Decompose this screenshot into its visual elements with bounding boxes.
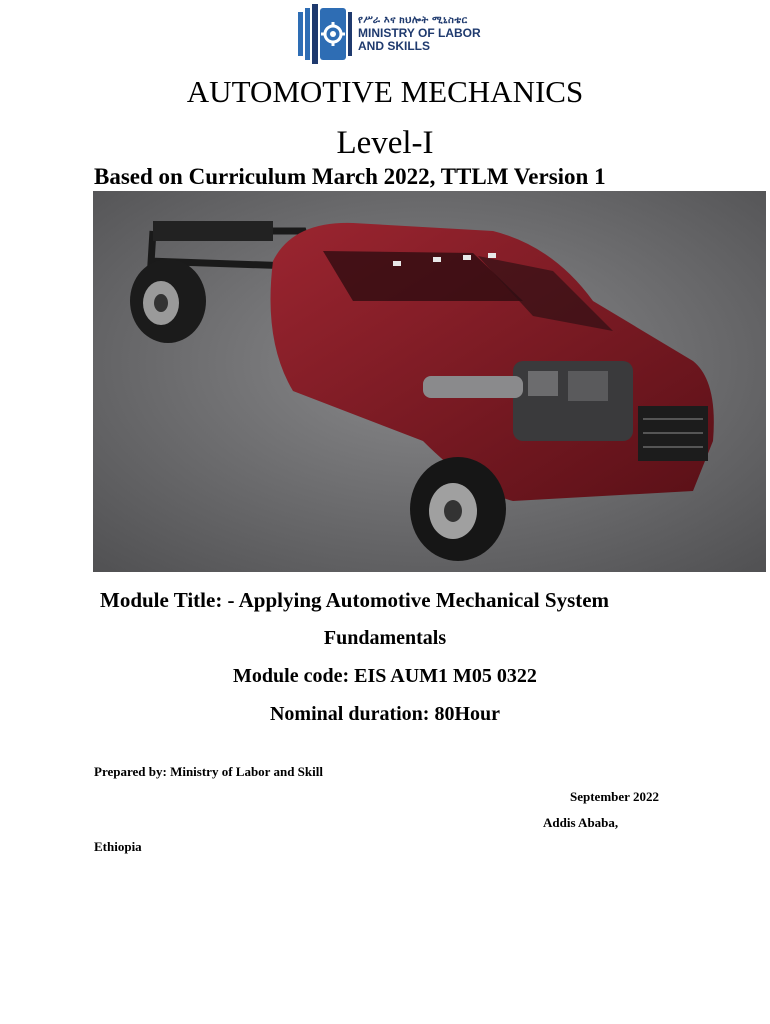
curriculum-subtitle: Based on Curriculum March 2022, TTLM Version 1	[94, 164, 606, 189]
ministry-logo-mark	[296, 2, 354, 64]
publication-country: Ethiopia	[94, 839, 142, 854]
nominal-duration: Nominal duration: 80Hour	[269, 703, 501, 725]
module-code: Module code: EIS AUM1 M05 0322	[233, 665, 537, 687]
logo-amharic-name: የሥራ እና ክህሎት ሚኒስቴር	[358, 15, 468, 26]
ministry-logo-text	[358, 14, 481, 53]
module-title-line1: Module Title: - Applying Automotive Mechanical System	[100, 588, 610, 612]
logo-english-line2: AND SKILLS	[358, 39, 430, 53]
module-title-line2: Fundamentals	[323, 627, 447, 649]
prepared-by: Prepared by: Ministry of Labor and Skill	[94, 764, 323, 779]
front-wheel	[410, 457, 506, 561]
publication-city: Addis Ababa,	[543, 815, 619, 830]
level-heading: Level-I	[336, 125, 434, 161]
truck-illustration	[93, 191, 766, 572]
logo-english-line1: MINISTRY OF LABOR	[358, 26, 481, 40]
truck-cutaway-image	[93, 191, 766, 572]
document-title: AUTOMOTIVE MECHANICS	[186, 74, 584, 109]
rear-wheel	[130, 259, 206, 343]
publication-date: September 2022	[570, 789, 659, 804]
ministry-logo	[296, 0, 486, 66]
